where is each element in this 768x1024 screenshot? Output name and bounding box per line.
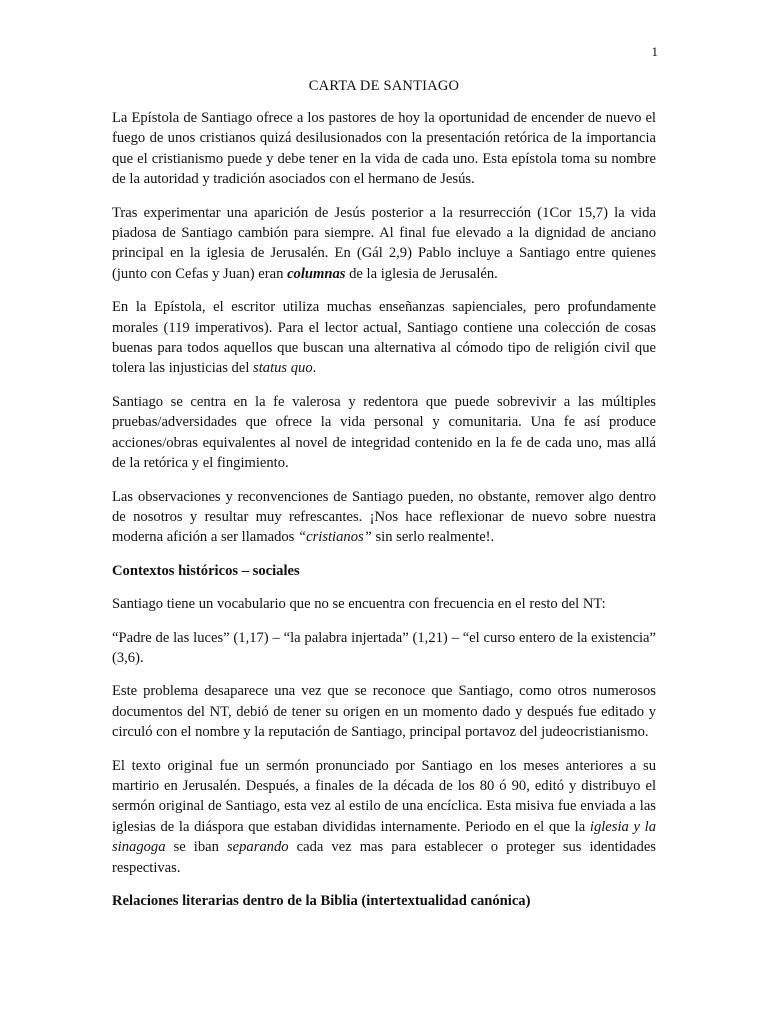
paragraph-vocabulary: Santiago tiene un vocabulario que no se encuentra con frecuencia en el resto del NT:	[112, 596, 606, 613]
paragraph-text: .	[312, 360, 317, 377]
emphasis-separando: separando	[226, 839, 289, 856]
paragraph-intro: La Epístola de Santiago ofrece a los pastores de hoy la oportunidad de encender de nuevo el fuego de unos cristianos quizá desilusionados con la presentación retórica de la importancia que el cristianismo puede y debe tener en la vida de cada uno. Esta epístola toma su nombre de la autoridad y tradición asociados con el hermano de Jesús.	[112, 110, 656, 188]
page-number: 1	[651, 44, 658, 59]
paragraph-quotes: “Padre de las luces” (1,17) – “la palabra injertada” (1,21) – “el curso entero de la existencia” (3,6).	[112, 629, 656, 666]
paragraph-problem: Este problema desaparece una vez que se reconoce que Santiago, como otros numerosos documentos del NT, debió de tener su origen en un momento dado y después fue editado y circuló con el nombre y la reputación de Santiago, principal portavoz del judeocristianismo.	[112, 683, 656, 741]
paragraph-text: se iban	[165, 839, 227, 856]
emphasis-status-quo: status quo	[253, 360, 313, 377]
paragraph-text: sin serlo realmente!.	[371, 529, 495, 546]
paragraph-text: En la Epístola, el escritor utiliza muchas enseñanzas sapienciales, pero profundamente morales (119 imperativos). Para el lector actual, Santiago contiene una colección de cosas buenas para todos aquellos que buscan una alternativa al cómodo tipo de religión civil que tolera las injusticias del	[112, 299, 656, 377]
section-heading-literary-relations: Relaciones literarias dentro de la Biblia (intertextualidad canónica)	[112, 893, 531, 909]
emphasis-columnas: columnas	[287, 265, 346, 282]
paragraph-faith: Santiago se centra en la fe valerosa y redentora que puede sobrevivir a las múltiples pruebas/adversidades que ofrece la vida personal y comunitaria. Una fe así produce acciones/obras equivalentes al novel de integridad contenido en la fe de cada uno, mas allá de la retórica y el fingimiento.	[112, 393, 656, 472]
paragraph-apparition	[112, 203, 656, 285]
paragraph-text: Las observaciones y reconvenciones de Santiago pueden, no obstante, remover algo dentro de nosotros y resultar muy refrescantes. ¡Nos hace reflexionar de nuevo sobre nuestra moderna afición a ser llamados	[112, 488, 656, 546]
paragraph-text: cada vez mas para establecer o proteger sus identidades respectivas.	[112, 839, 656, 876]
paragraph-text: de la iglesia de Jerusalén.	[345, 265, 498, 282]
emphasis-cristianos: “cristianos”	[298, 529, 372, 546]
paragraph-text: Tras experimentar una aparición de Jesús posterior a la resurrección (1Cor 15,7) la vida piadosa de Santiago cambión para siempre. Al final fue elevado a la dignidad de anciano principal en la iglesia de Jerusalén. En (Gál 2,9) Pablo incluye a Santiago entre quienes (junto con Cefas y Juan) eran	[112, 204, 656, 282]
paragraph-epistle-teachings	[112, 297, 656, 379]
emphasis-iglesia-sinagoga: iglesia y la sinagoga	[112, 818, 657, 856]
paragraph-observations	[112, 487, 656, 548]
section-heading-context: Contextos históricos – sociales	[112, 562, 300, 579]
paragraph-text: El texto original fue un sermón pronunciado por Santiago en los meses anteriores a su martirio en Jerusalén. Después, a finales de la década de los 80 ó 90, editó y distribuyo el sermón original de Santiago, esta vez al estilo de una encíclica. Esta misiva fue enviada a las iglesias de la diáspora que estaban divididas internamente. Periodo en el que la	[112, 757, 656, 835]
paragraph-original-text	[112, 756, 656, 878]
document-title: CARTA DE SANTIAGO	[308, 78, 460, 94]
